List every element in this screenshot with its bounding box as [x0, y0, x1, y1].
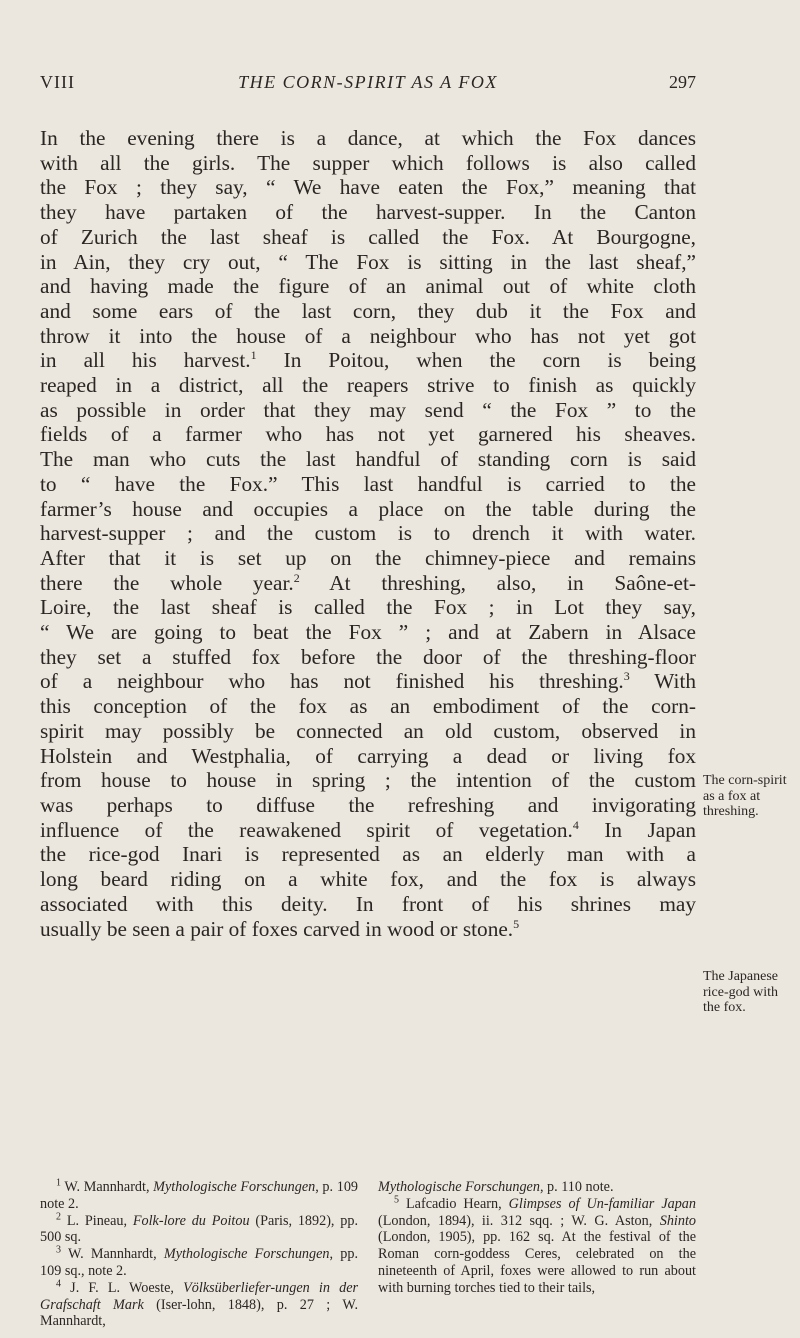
text-line: The man who cuts the last handful of standing corn is said [40, 447, 696, 472]
footnote-ref[interactable]: 3 [623, 669, 630, 684]
footnote-ref[interactable]: 4 [572, 817, 579, 832]
footnote-ref[interactable]: 1 [250, 348, 257, 363]
page-header [40, 72, 696, 102]
text-line: they set a stuffed fox before the door of the threshing-floor [40, 644, 696, 669]
footnote-4: $^4$ J. F. L. Woeste, Völksüberliefer-ungen in der Grafschaft Mark (Iser-lohn, 1848), p. 27 ; W. Mannhardt, [40, 1278, 359, 1330]
text-line: farmer’s house and occupies a place on the table during the [40, 496, 696, 521]
text-line: to “ have the Fox.” This last handful is carried to the [40, 471, 696, 496]
margin-note-japanese-fox: The Japanese rice-god with the fox. [703, 969, 779, 1015]
text-line: Holstein and Westphalia, of carrying a dead or living fox [40, 743, 696, 768]
text-line: reaped in a district, all the reapers strive to finish as quickly [40, 373, 696, 398]
footnote-4-continued: Mythologische Forschungen, p. 110 note. [378, 1179, 614, 1195]
text-line: in all his harvest.$^1$ In Poitou, when the corn is being [40, 348, 696, 373]
text-line: and having made the figure of an animal out of white cloth [40, 274, 696, 299]
text-line: fields of a farmer who has not yet garnered his sheaves. [40, 422, 696, 447]
footnote-5: $^5$ Lafcadio Hearn, Glimpses of Un-familiar Japan (London, 1894), ii. 312 sqq. ; W. G. Aston, Shinto (London, 1905), pp. 162 sq. At the festival of the Roman corn-goddess Ceres, celebrated on the nineteenth of April, foxes were allowed to run about with burning torches tied to their tails, [378, 1194, 696, 1296]
footnote-ref[interactable]: 5 [513, 916, 520, 931]
footnote-3: $^3$ W. Mannhardt, Mythologische Forschungen, pp. 109 sq., note 2. [40, 1244, 359, 1279]
text-line: associated with this deity. In front of his shrines may [40, 891, 696, 916]
margin-note-fox-threshing: The corn-spirit as a fox at threshing. [703, 773, 787, 819]
footnote-1: $^1$ W. Mannhardt, Mythologische Forschungen, p. 109 note 2. [40, 1177, 359, 1212]
text-line: the rice-god Inari is represented as an elderly man with a [40, 842, 696, 867]
text-line: of Zurich the last sheaf is called the Fox. At Bourgogne, [40, 224, 696, 249]
text-line: long beard riding on a white fox, and the fox is always [40, 867, 696, 892]
footnote-2: $^2$ L. Pineau, Folk-lore du Poitou (Paris, 1892), pp. 500 sq. [40, 1210, 359, 1246]
text-line: throw it into the house of a neighbour who has not yet got [40, 323, 696, 348]
text-line: After that it is set up on the chimney-piece and remains [40, 545, 696, 570]
text-line: in Ain, they cry out, “ The Fox is sitting in the last sheaf,” [40, 249, 696, 274]
text-line: and some ears of the last corn, they dub it the Fox and [40, 298, 696, 323]
text-line: there the whole year.$^2$ At threshing, also, in Saône-et- [40, 570, 696, 595]
footnote-ref[interactable]: 2 [293, 570, 300, 585]
text-line: In the evening there is a dance, at which the Fox dances [40, 126, 696, 150]
text-line: Loire, the last sheaf is called the Fox ; in Lot they say, [40, 595, 696, 620]
body-text [40, 126, 696, 941]
text-line: usually be seen a pair of foxes carved in wood or stone.$^5$ [40, 916, 520, 941]
text-line: harvest-supper ; and the custom is to drench it with water. [40, 521, 696, 546]
footnote-column-left [40, 1179, 358, 1330]
text-line: was perhaps to diffuse the refreshing and invigorating [40, 792, 696, 817]
text-line: from house to house in spring ; the intention of the custom [40, 768, 696, 793]
text-line: influence of the reawakened spirit of vegetation.$^4$ In Japan [40, 817, 696, 842]
running-title: THE CORN-SPIRIT AS A FOX [238, 72, 498, 92]
text-line: as possible in order that they may send “ the Fox ” to the [40, 397, 696, 422]
text-line: of a neighbour who has not finished his threshing.$^3$ With [40, 669, 697, 694]
text-line: the Fox ; they say, “ We have eaten the Fox,” meaning that [40, 175, 696, 200]
chapter-number: VIII [40, 72, 75, 92]
page-number: 297 [669, 72, 696, 92]
footnote-column-right [378, 1179, 696, 1330]
text-line: this conception of the fox as an embodiment of the corn- [40, 694, 696, 719]
text-line: spirit may possibly be connected an old custom, observed in [40, 718, 696, 743]
text-line: “ We are going to beat the Fox ” ; and at Zabern in Alsace [40, 620, 696, 645]
footnotes [40, 1179, 696, 1330]
text-line: they have partaken of the harvest-supper. In the Canton [40, 200, 696, 225]
text-line: with all the girls. The supper which follows is also called [40, 150, 696, 175]
